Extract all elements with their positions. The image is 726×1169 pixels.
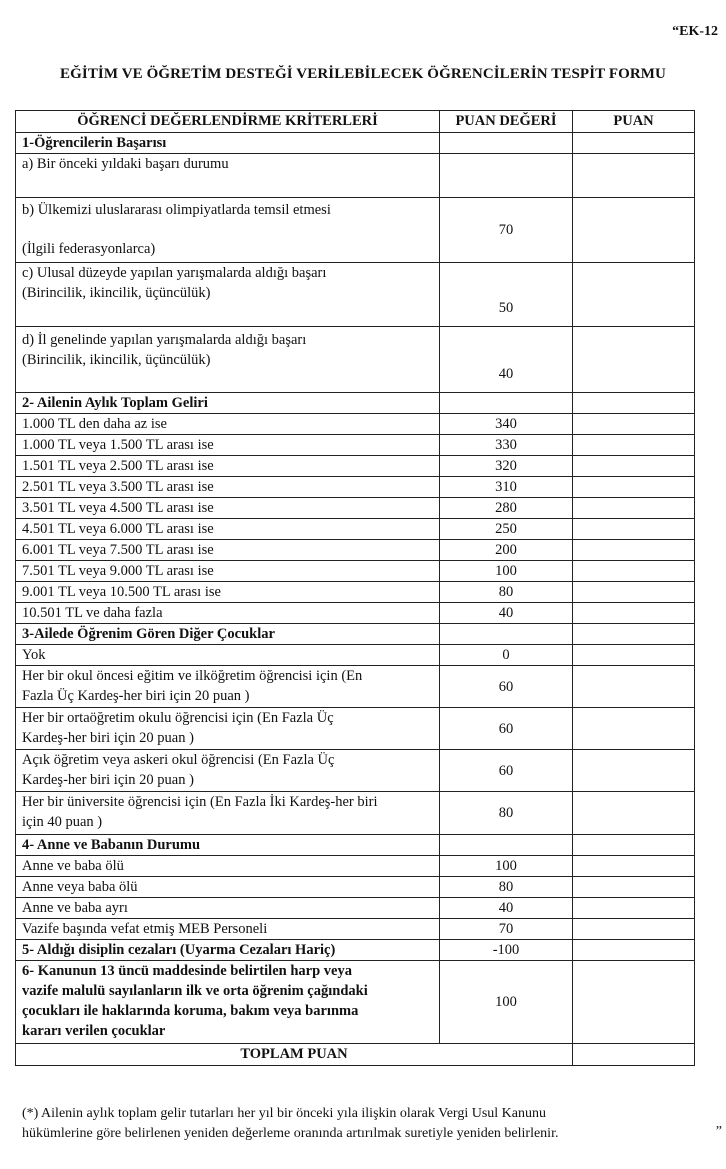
point-value: 320: [440, 456, 573, 477]
point-value: 40: [440, 327, 573, 393]
point-value: 200: [440, 540, 573, 561]
section-2-row: [16, 393, 695, 414]
criterion-1b: b) Ülkemizi uluslararası olimpiyatlarda temsil etmesi (İlgili federasyonlarca): [16, 198, 440, 263]
point-value: 330: [440, 435, 573, 456]
table-row: [16, 561, 695, 582]
table-row: [16, 708, 695, 750]
point-value: -100: [440, 940, 573, 961]
points-cell[interactable]: [573, 603, 695, 624]
table-row: [16, 540, 695, 561]
section-3-row: [16, 624, 695, 645]
income-label: 9.001 TL veya 10.500 TL arası ise: [16, 582, 440, 603]
table-row: [16, 603, 695, 624]
header-criteria: ÖĞRENCİ DEĞERLENDİRME KRİTERLERİ: [16, 111, 440, 133]
table-row: [16, 877, 695, 898]
children-open-military: Açık öğretim veya askeri okul öğrencisi (En Fazla Üç Kardeş-her biri için 20 puan ): [16, 750, 440, 792]
points-cell[interactable]: [573, 919, 695, 940]
income-label: 2.501 TL veya 3.500 TL arası ise: [16, 477, 440, 498]
points-cell[interactable]: [573, 154, 695, 198]
table-row: [16, 919, 695, 940]
section-2-title: 2- Ailenin Aylık Toplam Geliri: [16, 393, 440, 414]
closing-quote: ”: [715, 1124, 722, 1139]
points-cell[interactable]: [573, 263, 695, 327]
points-cell[interactable]: [573, 582, 695, 603]
table-row: [16, 263, 695, 327]
point-value: 80: [440, 582, 573, 603]
criterion-1d: d) İl genelinde yapılan yarışmalarda aldığı başarı (Birincilik, ikincilik, üçüncülük): [16, 327, 440, 393]
points-cell[interactable]: [573, 414, 695, 435]
points-cell[interactable]: [573, 327, 695, 393]
section-5-title: 5- Aldığı disiplin cezaları (Uyarma Cezaları Hariç): [16, 940, 440, 961]
points-cell[interactable]: [573, 792, 695, 835]
table-row: [16, 327, 695, 393]
table-row: [16, 792, 695, 835]
points-cell[interactable]: [573, 666, 695, 708]
points-cell[interactable]: [573, 877, 695, 898]
table-row: [16, 898, 695, 919]
table-row: [16, 645, 695, 666]
point-value: 80: [440, 792, 573, 835]
annex-label: “EK-12: [672, 24, 718, 39]
income-label: 4.501 TL veya 6.000 TL arası ise: [16, 519, 440, 540]
points-cell[interactable]: [573, 645, 695, 666]
income-label: 3.501 TL veya 4.500 TL arası ise: [16, 498, 440, 519]
table-row: [16, 435, 695, 456]
point-value: 0: [440, 645, 573, 666]
header-row: [16, 111, 695, 133]
income-label: 1.501 TL veya 2.500 TL arası ise: [16, 456, 440, 477]
points-cell[interactable]: [573, 856, 695, 877]
section-1-title: 1-Öğrencilerin Başarısı: [16, 133, 440, 154]
income-label: 1.000 TL den daha az ise: [16, 414, 440, 435]
parent-status-label: Vazife başında vefat etmiş MEB Personeli: [16, 919, 440, 940]
table-row: [16, 582, 695, 603]
point-value: 70: [440, 919, 573, 940]
point-value: 70: [440, 198, 573, 263]
children-secondary: Her bir ortaöğretim okulu öğrencisi için (En Fazla Üç Kardeş-her biri için 20 puan ): [16, 708, 440, 750]
points-cell[interactable]: [573, 708, 695, 750]
section-3-title: 3-Ailede Öğrenim Gören Diğer Çocuklar: [16, 624, 440, 645]
table-row: [16, 414, 695, 435]
points-cell[interactable]: [573, 435, 695, 456]
parent-status-label: Anne ve baba ayrı: [16, 898, 440, 919]
form-title: EĞİTİM VE ÖĞRETİM DESTEĞİ VERİLEBİLECEK ÖĞRENCİLERİN TESPİT FORMU: [60, 66, 666, 82]
parent-status-label: Anne ve baba ölü: [16, 856, 440, 877]
point-value: 60: [440, 666, 573, 708]
point-value: 40: [440, 603, 573, 624]
header-point-value: PUAN DEĞERİ: [440, 111, 573, 133]
point-value: 40: [440, 898, 573, 919]
table-row: [16, 666, 695, 708]
point-value: 250: [440, 519, 573, 540]
section-4-row: [16, 835, 695, 856]
point-value: 280: [440, 498, 573, 519]
income-label: 1.000 TL veya 1.500 TL arası ise: [16, 435, 440, 456]
point-value: 60: [440, 750, 573, 792]
points-cell[interactable]: [573, 561, 695, 582]
table-row: [16, 856, 695, 877]
parent-status-label: Anne veya baba ölü: [16, 877, 440, 898]
table-row: [16, 198, 695, 263]
table-row: [16, 750, 695, 792]
table-row: [16, 498, 695, 519]
point-value: 100: [440, 856, 573, 877]
total-points-cell[interactable]: [573, 1044, 695, 1066]
point-value: 100: [440, 561, 573, 582]
point-value: 340: [440, 414, 573, 435]
header-points: PUAN: [573, 111, 695, 133]
section-5-row: [16, 940, 695, 961]
points-cell[interactable]: [573, 519, 695, 540]
table-row: [16, 456, 695, 477]
points-cell[interactable]: [573, 750, 695, 792]
point-value: 60: [440, 708, 573, 750]
section-6-text: 6- Kanunun 13 üncü maddesinde belirtilen harp veya vazife malulü sayılanların ilk ve orta öğrenim çağındaki çocukları ile haklarında koruma, bakım veya barınma kararı verilen çocuklar: [16, 961, 440, 1044]
total-label: TOPLAM PUAN: [16, 1044, 573, 1066]
total-row: [16, 1044, 695, 1066]
points-cell[interactable]: [573, 456, 695, 477]
children-university: Her bir üniversite öğrencisi için (En Fazla İki Kardeş-her biri için 40 puan ): [16, 792, 440, 835]
criterion-1c: c) Ulusal düzeyde yapılan yarışmalarda aldığı başarı (Birincilik, ikincilik, üçüncülük): [16, 263, 440, 327]
criteria-table: [15, 110, 695, 1066]
section-6-row: [16, 961, 695, 1044]
table-row: [16, 477, 695, 498]
footnote: (*) Ailenin aylık toplam gelir tutarları her yıl bir önceki yıla ilişkin olarak Vergi Usul Kanunu hükümlerine göre belirlenen yeniden değerleme oranında artırılmak suretiyle yeniden belirlenir.: [22, 1106, 559, 1141]
point-value: 310: [440, 477, 573, 498]
section-4-title: 4- Anne ve Babanın Durumu: [16, 835, 440, 856]
points-cell[interactable]: [573, 898, 695, 919]
points-cell[interactable]: [573, 940, 695, 961]
points-cell[interactable]: [573, 498, 695, 519]
point-value: 80: [440, 877, 573, 898]
income-label: 6.001 TL veya 7.500 TL arası ise: [16, 540, 440, 561]
point-value: 100: [440, 961, 573, 1044]
children-preschool: Her bir okul öncesi eğitim ve ilköğretim öğrencisi için (En Fazla Üç Kardeş-her biri için 20 puan ): [16, 666, 440, 708]
income-label: 10.501 TL ve daha fazla: [16, 603, 440, 624]
points-cell[interactable]: [573, 961, 695, 1044]
children-none: Yok: [16, 645, 440, 666]
points-cell[interactable]: [573, 540, 695, 561]
table-row: [16, 154, 695, 198]
income-label: 7.501 TL veya 9.000 TL arası ise: [16, 561, 440, 582]
point-value: 50: [440, 263, 573, 327]
criterion-1a: a) Bir önceki yıldaki başarı durumu: [16, 154, 440, 198]
table-row: [16, 519, 695, 540]
points-cell[interactable]: [573, 477, 695, 498]
section-1-row: [16, 133, 695, 154]
points-cell[interactable]: [573, 198, 695, 263]
